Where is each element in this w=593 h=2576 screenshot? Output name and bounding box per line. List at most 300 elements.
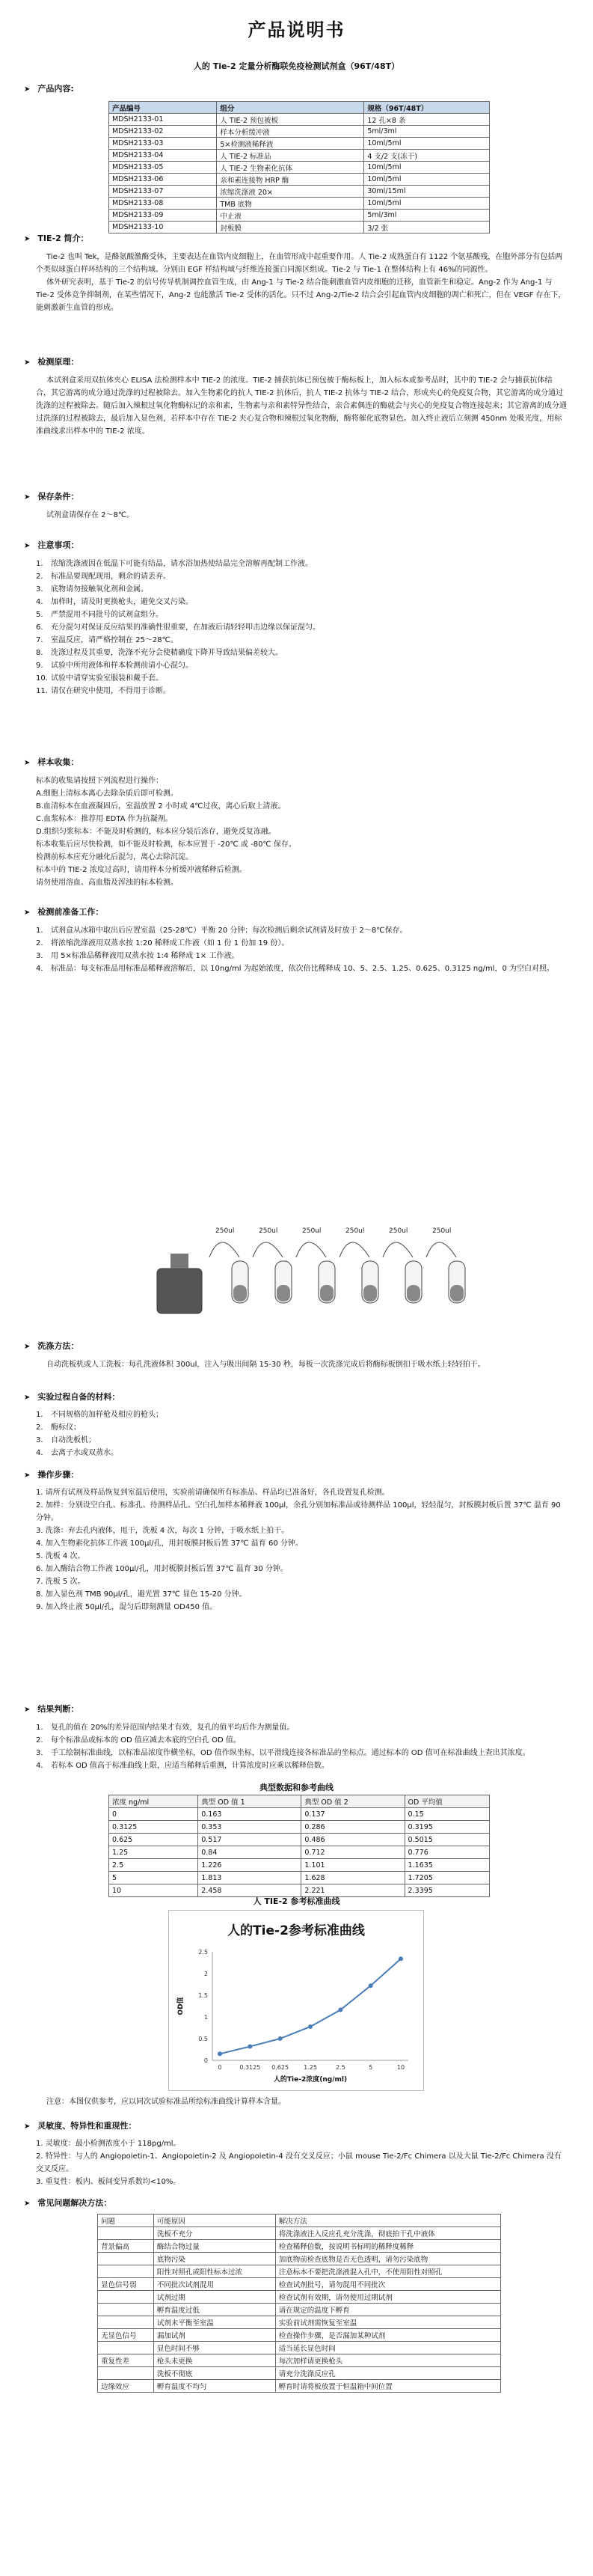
- table-row: [98, 2342, 501, 2354]
- table-cell: 1.1635: [405, 1859, 489, 1872]
- list-text: 6. 加入酶结合物工作液 100μl/孔，用封板膜封板后置 37℃ 温育 30 分钟。: [36, 1565, 288, 1573]
- list-item: [36, 570, 567, 583]
- table-row: [109, 1859, 490, 1872]
- table-header-cell: 解决方法: [275, 2215, 500, 2227]
- x-tick-label: 5: [369, 2064, 373, 2071]
- y-tick-label: 1: [203, 2014, 208, 2021]
- transfer-volume-label: 250ul: [432, 1227, 452, 1235]
- table-cell: 1.7205: [405, 1872, 489, 1884]
- table-row: [109, 210, 490, 222]
- section-heading-contents: ➤ 产品内容:: [24, 82, 74, 94]
- transfer-volume-label: 250ul: [345, 1227, 365, 1235]
- list-item: [36, 851, 567, 864]
- table-cell: 试剂未平衡至室温: [153, 2316, 275, 2329]
- list-item: [36, 2176, 567, 2188]
- table-cell: 0.286: [301, 1821, 405, 1834]
- list-text: C.血浆标本：推荐用 EDTA 作为抗凝剂。: [36, 815, 173, 823]
- x-tick-label: 0.625: [271, 2064, 289, 2071]
- list-item: [36, 1759, 567, 1772]
- table-cell: 1.628: [301, 1872, 405, 1884]
- transfer-volume-label: 250ul: [259, 1227, 278, 1235]
- list-text: 标准品要现配现用，剩余的请丢弃。: [51, 573, 170, 581]
- table-cell: 2.5: [109, 1859, 198, 1872]
- table-row: [109, 138, 490, 150]
- transfer-volume-label: 250ul: [215, 1227, 235, 1235]
- tube-liquid: [277, 1285, 290, 1301]
- table-row: [98, 2304, 501, 2316]
- transfer-arrow: [383, 1242, 413, 1257]
- list-number: 3.: [36, 1436, 43, 1444]
- list-text: 标本中的 TIE-2 浓度过高时，请用样本分析缓冲液稀释后检测。: [36, 866, 247, 874]
- x-tick-label: 1.25: [304, 2064, 317, 2071]
- list-item: [36, 838, 567, 851]
- table-cell: 孵育温度不均匀: [153, 2380, 275, 2393]
- table-cell: 孵育温度过低: [153, 2304, 275, 2316]
- table-cell: 注意标本不要把洗涤液混入孔中，不使用阳性对照孔: [275, 2265, 500, 2278]
- table-cell: 0.712: [301, 1846, 405, 1859]
- data-point: [218, 2051, 222, 2056]
- y-tick-label: 2.5: [198, 1949, 208, 1956]
- table-cell: 2.3395: [405, 1884, 489, 1897]
- y-tick-label: 0: [203, 2057, 208, 2064]
- table-row: [109, 126, 490, 138]
- list-item: [36, 924, 567, 937]
- section-heading-sample: ➤ 样本收集：: [24, 756, 79, 768]
- table-row: [98, 2329, 501, 2342]
- storage-paragraph: [36, 509, 567, 522]
- table-cell: 底物污染: [153, 2253, 275, 2265]
- table-cell: 4 支/2 支(冻干): [364, 150, 490, 162]
- table-row: [109, 114, 490, 126]
- list-text: 严禁混用不同批号的试剂盒组分。: [51, 611, 163, 619]
- table-cell: 边缘效应: [98, 2380, 154, 2393]
- table-header-cell: 规格（96T/48T）: [364, 102, 490, 114]
- data-point: [338, 2008, 342, 2012]
- table-cell: 检查稀释倍数，按说明书标明的稀释度稀释: [275, 2240, 500, 2253]
- table-cell: 枪头未更换: [153, 2354, 275, 2367]
- transfer-arrow: [209, 1242, 239, 1257]
- list-number: 1.: [36, 1411, 43, 1419]
- table-row: [109, 174, 490, 186]
- list-text: 3. 洗涤：弃去孔内液体，甩干，洗板 4 次，每次 1 分钟，于吸水纸上拍干。: [36, 1527, 289, 1535]
- table-header-cell: 产品编号: [109, 102, 217, 114]
- table-cell: 人 TIE-2 生物素化抗体: [217, 162, 364, 174]
- list-text: 请仅在研究中使用，不得用于诊断。: [51, 687, 170, 695]
- list-text: 浓缩洗涤液因在低温下可能有结晶，请水浴加热使结晶完全溶解再配制工作液。: [51, 560, 313, 568]
- table-cell: [98, 2304, 154, 2316]
- list-text: 用 5×标准品稀释液用双蒸水按 1:4 稀释成 1× 工作液。: [51, 952, 239, 960]
- table-cell: 10ml/5ml: [364, 162, 490, 174]
- section-heading-steps: ➤ 操作步骤：: [24, 1468, 79, 1480]
- table-cell: 将洗涤液注入反应孔充分洗涤，彻底拍干孔中液体: [275, 2227, 500, 2240]
- list-text: B.血清标本在血液凝固后，室温放置 2 小时或 4℃过夜，离心后取上清液。: [36, 802, 286, 811]
- list-text: 将浓缩洗涤液用双蒸水按 1:20 稀释成工作液（如 1 份 1 份加 19 份）。: [51, 939, 289, 947]
- y-axis-label: OD值: [177, 1997, 185, 2015]
- list-number: 4.: [36, 965, 43, 973]
- x-axis-label: 人的Tie-2浓度(ng/ml): [273, 2076, 348, 2084]
- table-cell: MDSH2133-08: [109, 198, 217, 210]
- list-item: [36, 621, 567, 634]
- list-item: [36, 1524, 567, 1537]
- table-cell: 每次加样请更换枪头: [275, 2354, 500, 2367]
- standard-curve-chart: [168, 1910, 424, 2091]
- list-text: 检测前标本应充分融化后混匀，离心去除沉淀。: [36, 853, 193, 861]
- section-heading-results: ➤ 结果判断：: [24, 1703, 79, 1715]
- list-text: 加样时，请及时更换枪头，避免交叉污染。: [51, 598, 193, 606]
- list-item: [36, 596, 567, 608]
- transfer-volume-label: 250ul: [389, 1227, 408, 1235]
- table-header-cell: 可能原因: [153, 2215, 275, 2227]
- list-text: 底物请勿接触氧化剂和金属。: [51, 585, 148, 593]
- transfer-arrow: [296, 1242, 326, 1257]
- table-cell: 重复性差: [98, 2354, 154, 2367]
- section-heading-prep: ➤ 检测前准备工作：: [24, 906, 103, 918]
- list-text: 酶标仪；: [51, 1423, 81, 1432]
- chart-title: 人的Tie-2参考标准曲线: [227, 1923, 365, 1938]
- table-cell: [98, 2227, 154, 2240]
- table-cell: 请在规定的温度下孵育: [275, 2304, 500, 2316]
- list-item: [36, 1563, 567, 1575]
- table-cell: 0.353: [198, 1821, 301, 1834]
- list-item: [36, 1537, 567, 1550]
- table-cell: 1.226: [198, 1859, 301, 1872]
- table-cell: MDSH2133-03: [109, 138, 217, 150]
- table-row: [109, 1846, 490, 1859]
- table-cell: 漏加试剂: [153, 2329, 275, 2342]
- table-cell: 检查试剂有效期，请勿使用过期试剂: [275, 2291, 500, 2304]
- x-tick-label: 0: [218, 2064, 222, 2071]
- table-row: [109, 198, 490, 210]
- list-number: 2.: [36, 573, 43, 581]
- list-text: 2. 加样：分别设空白孔、标准孔、待测样品孔。空白孔加样本稀释液 100μl，余孔分别加标准品或待测样品 100μl，轻轻混匀，封板膜封板后置 37℃ 温育 90 分钟。: [36, 1501, 561, 1522]
- table-header-row: [109, 1795, 490, 1808]
- stock-bottle: [157, 1269, 202, 1313]
- section-heading-faq: ➤ 常见问题解决方法：: [24, 2197, 111, 2209]
- list-text: D.组织匀浆标本：不能及时检测的，标本应分装后冻存，避免反复冻融。: [36, 828, 276, 836]
- list-item: [36, 558, 567, 570]
- list-text: 手工绘制标准曲线，以标准品浓度作横坐标，OD 值作纵坐标，以平滑线连接各标准品的坐标点。通过标本的 OD 值可在标准曲线上查出其浓度。: [51, 1749, 530, 1757]
- list-item: [36, 1575, 567, 1588]
- storage-text: 试剂盒请保存在 2～8℃。: [46, 511, 135, 519]
- y-tick-label: 1.5: [198, 1992, 208, 1999]
- table-cell: [98, 2316, 154, 2329]
- table-cell: 12 孔×8 条: [364, 114, 490, 126]
- data-point: [399, 1956, 403, 1961]
- list-text: 5. 洗板 4 次。: [36, 1552, 85, 1560]
- table-cell: 人 TIE-2 预包被板: [217, 114, 364, 126]
- table-cell: 0.15: [405, 1808, 489, 1821]
- data-point: [278, 2036, 283, 2041]
- table-row: [98, 2380, 501, 2393]
- list-item: [36, 1734, 567, 1747]
- table-header-cell: 组分: [217, 102, 364, 114]
- list-text: 1. 灵敏度：最小检测浓度小于 118pg/ml。: [36, 2140, 181, 2148]
- table-cell: 酶结合物过量: [153, 2240, 275, 2253]
- list-text: 试验中请穿实验室服装和戴手套。: [51, 674, 163, 683]
- tube-liquid: [450, 1285, 464, 1301]
- faq-table: [97, 2214, 501, 2393]
- table-cell: MDSH2133-06: [109, 174, 217, 186]
- list-text: 2. 特异性：与人的 Angiopoietin-1、Angiopoietin-2 及 Angiopoietin-4 没有交叉反应；小鼠 mouse Tie-2/Fc Chimera 以及大鼠 Tie-2/Fc Chimera 没有交叉反应。: [36, 2152, 562, 2173]
- list-item: [36, 583, 567, 596]
- transfer-arrow: [339, 1242, 369, 1257]
- list-text: 洗涤过程及其重要，洗涤不充分会使精确度下降并导致结果偏差较大。: [51, 649, 283, 657]
- list-text: 若标本 OD 值高于标准曲线上限，应适当稀释后重测，计算浓度时应乘以稀释倍数。: [51, 1762, 329, 1770]
- x-tick-label: 10: [396, 2064, 405, 2071]
- list-item: [36, 1434, 567, 1447]
- table-row: [98, 2253, 501, 2265]
- x-tick-label: 0.3125: [239, 2064, 261, 2071]
- list-item: [36, 1408, 567, 1421]
- wash-paragraph: [36, 1358, 567, 1371]
- table-cell: 5ml/3ml: [364, 210, 490, 222]
- table-cell: [98, 2367, 154, 2380]
- list-number: 4.: [36, 1449, 43, 1457]
- list-item: [36, 864, 567, 876]
- table-cell: 0.163: [198, 1808, 301, 1821]
- list-text: 不同规格的加样枪及相应的枪头；: [51, 1411, 163, 1419]
- table-cell: 0.84: [198, 1846, 301, 1859]
- typical-data-table: [108, 1795, 490, 1897]
- table-cell: 洗板不彻底: [153, 2367, 275, 2380]
- tube-liquid: [320, 1285, 334, 1301]
- list-item: [36, 1421, 567, 1434]
- list-number: 7.: [36, 636, 43, 644]
- table-row: [109, 1821, 490, 1834]
- chart-note-text: 注意：本图仅供参考，应以同次试验标准品所绘标准曲线计算样本含量。: [46, 2098, 286, 2106]
- table-cell: TMB 底物: [217, 198, 364, 210]
- list-item: [36, 813, 567, 825]
- list-number: 2.: [36, 1423, 43, 1432]
- list-text: 充分混匀对保证反应结果的准确性很重要，在加液后请轻轻叩击边缘以保证混匀。: [51, 623, 320, 632]
- list-item: [36, 800, 567, 813]
- wash-text: 自动洗板机或人工洗板：每孔洗液体积 300ul，注入与吸出间隔 15-30 秒，每板一次洗涤完成后将酶标板倒扣于吸水纸上轻轻拍干。: [46, 1361, 485, 1369]
- list-item: [36, 608, 567, 621]
- table-row: [98, 2291, 501, 2304]
- y-tick-label: 2: [203, 1971, 208, 1977]
- section-heading-materials: ➤ 实验过程自备的材料：: [24, 1391, 120, 1403]
- list-item: [36, 685, 567, 698]
- table-cell: 0.625: [109, 1834, 198, 1846]
- table-cell: 5: [109, 1872, 198, 1884]
- table-cell: 0.3125: [109, 1821, 198, 1834]
- list-number: 3.: [36, 952, 43, 960]
- tube-liquid: [407, 1285, 420, 1301]
- list-item: [36, 1550, 567, 1563]
- list-item: [36, 787, 567, 800]
- table-row: [109, 186, 490, 198]
- x-tick-label: 2.5: [335, 2064, 345, 2071]
- list-text: 3. 重复性：板内、板间变异系数均<10%。: [36, 2178, 181, 2186]
- table-cell: MDSH2133-01: [109, 114, 217, 126]
- table-row: [98, 2354, 501, 2367]
- table-row: [109, 1808, 490, 1821]
- table-cell: 中止液: [217, 210, 364, 222]
- transfer-arrow: [426, 1242, 456, 1257]
- list-item: [36, 962, 567, 975]
- section-heading-performance: ➤ 灵敏度、特异性和重现性：: [24, 2119, 136, 2131]
- table-header-cell: 浓度 ng/ml: [109, 1795, 198, 1808]
- list-item: [36, 1601, 567, 1614]
- list-number: 5.: [36, 611, 43, 619]
- section-heading-wash: ➤ 洗涤方法：: [24, 1340, 79, 1352]
- table-cell: 请充分洗涤反应孔: [275, 2367, 500, 2380]
- table-cell: MDSH2133-09: [109, 210, 217, 222]
- table-header-cell: 问题: [98, 2215, 154, 2227]
- list-number: 2.: [36, 939, 43, 947]
- y-tick-label: 0.5: [198, 2036, 208, 2042]
- list-item: [36, 1588, 567, 1601]
- intro-paragraph: Tie-2 也叫 Tek，是酪氨酸激酶受体，主要表达在血管内皮细胞上，在血管形成中起重要作用。人 Tie-2 成熟蛋白有 1122 个氨基酸残，在胞外部分有包括两个类似球蛋白样环结构的三个结构域、分别由 EGF 样结构域与纤维连接蛋白同源区组成。Tie-2 与 Tie-1 在整体结构上有 46%的同源性。: [36, 253, 563, 274]
- list-text: 请勿使用溶血、高血脂及浑浊的标本检测。: [36, 879, 178, 887]
- list-item: [36, 647, 567, 659]
- table-cell: 30ml/15ml: [364, 186, 490, 198]
- table-cell: [98, 2253, 154, 2265]
- table-row: [98, 2240, 501, 2253]
- list-number: 9.: [36, 662, 43, 670]
- list-text: 1. 请所有试剂及样品恢复到室温后使用，实验前请确保所有标准品、样品均已准备好，各孔设置复孔检测。: [36, 1489, 390, 1497]
- table-cell: 显色信号弱: [98, 2278, 154, 2291]
- table-cell: 试剂过期: [153, 2291, 275, 2304]
- transfer-volume-label: 250ul: [302, 1227, 322, 1235]
- typical-data-caption: 典型数据和参考曲线: [259, 1783, 334, 1792]
- sample-list: [36, 775, 567, 889]
- chart-svg: [169, 1911, 423, 2090]
- list-number: 11.: [36, 687, 48, 695]
- list-item: [36, 937, 567, 950]
- list-item: [36, 1447, 567, 1459]
- table-cell: 亲和素连接物 HRP 酶: [217, 174, 364, 186]
- table-row: [109, 150, 490, 162]
- materials-list: [36, 1408, 567, 1459]
- list-text: 试验中所用液体和样本检测前请小心混匀。: [51, 662, 193, 670]
- list-text: 室温反应，请严格控制在 25～28℃。: [51, 636, 178, 644]
- table-cell: 2.458: [198, 1884, 301, 1897]
- data-point: [308, 2024, 313, 2029]
- table-cell: 背景偏高: [98, 2240, 154, 2253]
- list-number: 10.: [36, 674, 48, 683]
- principle-text: 本试剂盒采用双抗体夹心 ELISA 法检测样本中 TIE-2 的浓度。TIE-2 捕获抗体已预包被于酶标板上，加入标本或参考品时，其中的 TIE-2 会与捕获抗体结合，其它游离的成分通过洗涤的过程被除去。加入生物素化的抗人 TIE-2 抗体后，抗人 TIE-2 抗体与 TIE-2 结合，形成夹心的免疫复合物，其它游离的成分通过洗涤的过程被除去。随后加入辣根过氧化物酶标记的亲和素，生物素与亲和素特异性结合，亲合素偶连的酶就会与夹心的免疫复合物连接起来；其它游离的成分通过洗涤的过程被除去，最后加入显色剂，若样本中存在 TIE-2 夹心复合物和辣根过氧化物酶，酶将催化底物显色。加入终止液后立刻测 450nm 处吸光度，用标准曲线求出样本中的 TIE-2 浓度。: [36, 376, 567, 436]
- table-cell: 0.486: [301, 1834, 405, 1846]
- section-heading-notes: ➤ 注意事项：: [24, 539, 79, 551]
- list-text: 9. 加入终止液 50μl/孔，混匀后即刻测量 OD450 值。: [36, 1603, 218, 1611]
- chart-note: [36, 2096, 567, 2108]
- list-number: 1.: [36, 560, 43, 568]
- table-cell: MDSH2133-04: [109, 150, 217, 162]
- section-heading-storage: ➤ 保存条件：: [24, 490, 79, 502]
- table-cell: 2.221: [301, 1884, 405, 1897]
- data-point: [248, 2044, 252, 2048]
- table-cell: [98, 2291, 154, 2304]
- list-number: 3.: [36, 585, 43, 593]
- list-text: 8. 加入显色剂 TMB 90μl/孔，避光置 37℃ 显色 15-20 分钟。: [36, 1590, 247, 1599]
- list-item: [36, 950, 567, 962]
- table-cell: 不同批次试剂混用: [153, 2278, 275, 2291]
- table-cell: 0.517: [198, 1834, 301, 1846]
- list-number: 6.: [36, 623, 43, 632]
- prep-list: [36, 924, 567, 975]
- results-list: [36, 1721, 567, 1772]
- table-cell: 10: [109, 1884, 198, 1897]
- table-cell: 封板膜: [217, 222, 364, 234]
- table-cell: 10ml/5ml: [364, 174, 490, 186]
- table-cell: MDSH2133-07: [109, 186, 217, 198]
- table-row: [109, 222, 490, 234]
- table-cell: 1.813: [198, 1872, 301, 1884]
- table-header-row: [109, 102, 490, 114]
- table-cell: 0.5015: [405, 1834, 489, 1846]
- list-text: 标本收集后应尽快检测，如不能及时检测，标本应置于 -20℃ 或 -80℃ 保存。: [36, 840, 296, 849]
- list-item: [36, 2137, 567, 2150]
- table-cell: 浓缩洗涤液 20×: [217, 186, 364, 198]
- list-item: [36, 775, 567, 787]
- table-cell: 加底物前检查底物是否无色透明，请勿污染底物: [275, 2253, 500, 2265]
- performance-list: [36, 2137, 567, 2188]
- table-row: [109, 1834, 490, 1846]
- table-row: [109, 1872, 490, 1884]
- list-text: 试剂盒从冰箱中取出后应置室温（25-28℃）平衡 20 分钟；每次检测后剩余试剂请及时放于 2～8℃保存。: [51, 927, 408, 935]
- table-cell: MDSH2133-05: [109, 162, 217, 174]
- table-cell: 孵育时请将板放置于恒温箱中间位置: [275, 2380, 500, 2393]
- table-header-row: [98, 2215, 501, 2227]
- list-text: 每个标准品或标本的 OD 值应减去本底的空白孔 OD 值。: [51, 1736, 241, 1745]
- table-cell: 实验前试剂需恢复至室温: [275, 2316, 500, 2329]
- table-row: [98, 2265, 501, 2278]
- table-cell: 0.776: [405, 1846, 489, 1859]
- table-cell: MDSH2133-10: [109, 222, 217, 234]
- list-item: [36, 659, 567, 672]
- list-number: 1.: [36, 927, 43, 935]
- table-header-cell: OD 平均值: [405, 1795, 489, 1808]
- table-cell: 洗板不充分: [153, 2227, 275, 2240]
- tube-liquid: [363, 1285, 377, 1301]
- list-item: [36, 1486, 567, 1499]
- principle-paragraph: [36, 374, 567, 438]
- list-text: 4. 加入生物素化抗体工作液 100μl/孔，用封板膜封板后置 37℃ 温育 60 分钟。: [36, 1539, 303, 1548]
- table-cell: 检查试剂批号，请勿混用不同批次: [275, 2278, 500, 2291]
- notes-list: [36, 558, 567, 698]
- transfer-arrow: [253, 1242, 283, 1257]
- contents-table: [108, 101, 490, 234]
- table-cell: 适当延长显色时间: [275, 2342, 500, 2354]
- table-cell: 人 TIE-2 标准品: [217, 150, 364, 162]
- table-cell: 5×检测液稀释液: [217, 138, 364, 150]
- list-item: [36, 2150, 567, 2176]
- document-title: 产品说明书: [248, 19, 345, 40]
- series-line: [220, 1959, 401, 2054]
- list-item: [36, 876, 567, 889]
- table-cell: MDSH2133-02: [109, 126, 217, 138]
- intro-paragraph: 体外研究表明，基于 Tie-2 的信号传导机制调控血管生成，由 Ang-1 与 Tie-2 结合能刺激血管内皮细胞的迁移，血管新生和稳定。Ang-2 作为 Ang-1 与 Tie-2 受体竞争抑制剂，在某些情况下，Ang-2 也能激活 Tie-2 受体的活化。只不过 Ang-2/Tie-2 结合会引起血管内皮细胞的凋亡和死亡，但在 VEGF 存在下，能刺激新生血管的形成。: [36, 278, 566, 312]
- table-header-cell: 典型 OD 值 2: [301, 1795, 405, 1808]
- list-text: 标本的收集请按照下列流程进行操作：: [36, 777, 163, 785]
- list-number: 3.: [36, 1749, 43, 1757]
- table-cell: 检查操作步骤，是否漏加某种试剂: [275, 2329, 500, 2342]
- dilution-diagram: [150, 1216, 508, 1321]
- list-number: 4.: [36, 598, 43, 606]
- intro-paragraphs: [36, 251, 567, 314]
- chart-caption: 人 TIE-2 参考标准曲线: [253, 1896, 340, 1906]
- table-cell: 0.3195: [405, 1821, 489, 1834]
- table-cell: 样本分析缓冲液: [217, 126, 364, 138]
- steps-list: [36, 1486, 567, 1614]
- stock-bottle-neck: [170, 1254, 188, 1269]
- table-cell: 10ml/5ml: [364, 138, 490, 150]
- table-cell: 10ml/5ml: [364, 198, 490, 210]
- table-cell: [98, 2265, 154, 2278]
- data-point: [369, 1983, 373, 1988]
- list-item: [36, 672, 567, 685]
